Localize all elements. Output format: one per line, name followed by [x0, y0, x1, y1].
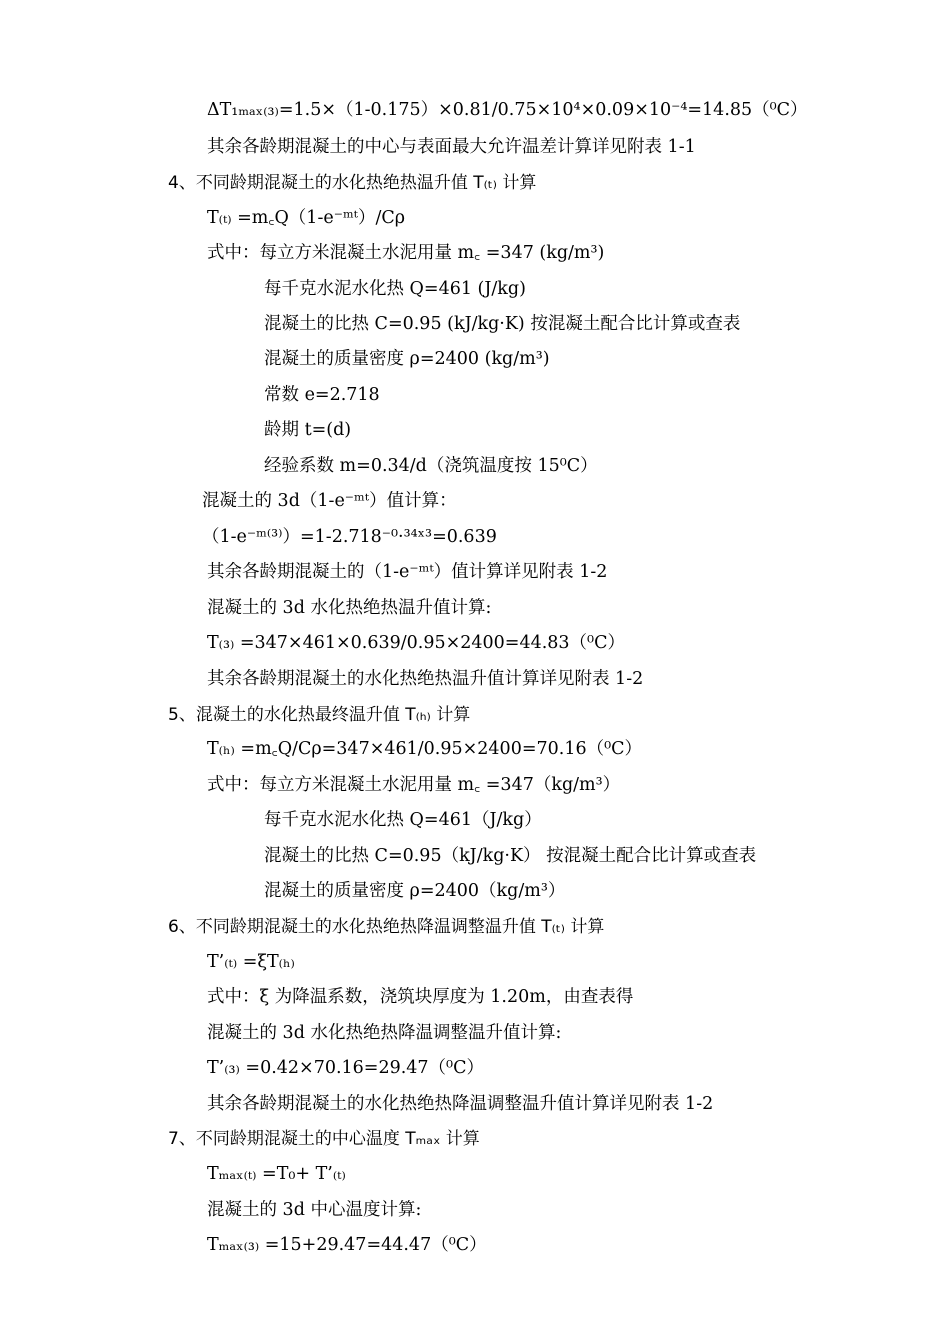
text-line: T’₍ₜ₎ =ξT₍ₕ₎	[207, 952, 295, 972]
text-line: ΔT₁ₘₐₓ₍₃₎=1.5×（1-0.175）×0.81/0.75×10⁴×0.09×10⁻⁴=14.85（⁰C）	[207, 100, 808, 120]
text-line: 混凝土的比热 C=0.95（kJ/kg·K） 按混凝土配合比计算或查表	[264, 846, 757, 866]
text-line: 混凝土的 3d（1-e⁻ᵐᵗ）值计算：	[202, 491, 457, 511]
text-line: Tₘₐₓ₍ₜ₎ =T₀+ T’₍ₜ₎	[207, 1164, 346, 1184]
text-line: 其余各龄期混凝土的水化热绝热降温调整温升值计算详见附表 1-2	[207, 1094, 714, 1114]
text-line: 龄期 t=(d)	[264, 420, 352, 440]
text-line: 混凝土的比热 C=0.95 (kJ/kg·K) 按混凝土配合比计算或查表	[264, 314, 741, 334]
text-line: 其余各龄期混凝土的（1-e⁻ᵐᵗ）值计算详见附表 1-2	[207, 562, 608, 582]
section-heading: 7、不同龄期混凝土的中心温度 Tₘₐₓ 计算	[168, 1129, 480, 1149]
text-line: 常数 e=2.718	[264, 385, 380, 405]
text-line: 混凝土的 3d 水化热绝热温升值计算:	[207, 598, 492, 618]
text-line: T₍₃₎ =347×461×0.639/0.95×2400=44.83（⁰C）	[207, 633, 625, 653]
text-line: T₍ₜ₎ =m꜀Q（1-e⁻ᵐᵗ）/Cρ	[207, 208, 406, 228]
text-line: 其余各龄期混凝土的中心与表面最大允许温差计算详见附表 1-1	[207, 137, 696, 157]
text-line: Tₘₐₓ₍₃₎ =15+29.47=44.47（⁰C）	[207, 1235, 487, 1255]
section-heading: 5、混凝土的水化热最终温升值 T₍ₕ₎ 计算	[168, 705, 471, 725]
text-line: T’₍₃₎ =0.42×70.16=29.47（⁰C）	[207, 1058, 484, 1078]
text-line: 其余各龄期混凝土的水化热绝热温升值计算详见附表 1-2	[207, 669, 644, 689]
text-line: 混凝土的 3d 水化热绝热降温调整温升值计算:	[207, 1023, 562, 1043]
text-line: T₍ₕ₎ =m꜀Q/Cρ=347×461/0.95×2400=70.16（⁰C）	[207, 739, 642, 759]
text-line: 每千克水泥水化热 Q=461（J/kg）	[264, 810, 542, 830]
text-line: 混凝土的质量密度 ρ=2400（kg/m³）	[264, 881, 566, 901]
text-line: 混凝土的质量密度 ρ=2400 (kg/m³)	[264, 349, 550, 369]
text-line: 混凝土的 3d 中心温度计算:	[207, 1200, 422, 1220]
text-line: 每千克水泥水化热 Q=461 (J/kg)	[264, 279, 526, 299]
text-line: 式中：每立方米混凝土水泥用量 m꜀ =347 (kg/m³)	[207, 243, 605, 263]
text-line: 经验系数 m=0.34/d（浇筑温度按 15⁰C）	[264, 456, 598, 476]
section-heading: 6、不同龄期混凝土的水化热绝热降温调整温升值 T₍ₜ₎ 计算	[168, 917, 605, 937]
text-line: 式中：ξ 为降温系数，浇筑块厚度为 1.20m，由查表得	[207, 987, 634, 1007]
section-heading: 4、不同龄期混凝土的水化热绝热温升值 T₍ₜ₎ 计算	[168, 173, 537, 193]
text-line: 式中：每立方米混凝土水泥用量 m꜀ =347（kg/m³）	[207, 775, 621, 795]
text-line: （1-e⁻ᵐ⁽³⁾）=1-2.718⁻⁰·³⁴ˣ³=0.639	[202, 527, 497, 547]
